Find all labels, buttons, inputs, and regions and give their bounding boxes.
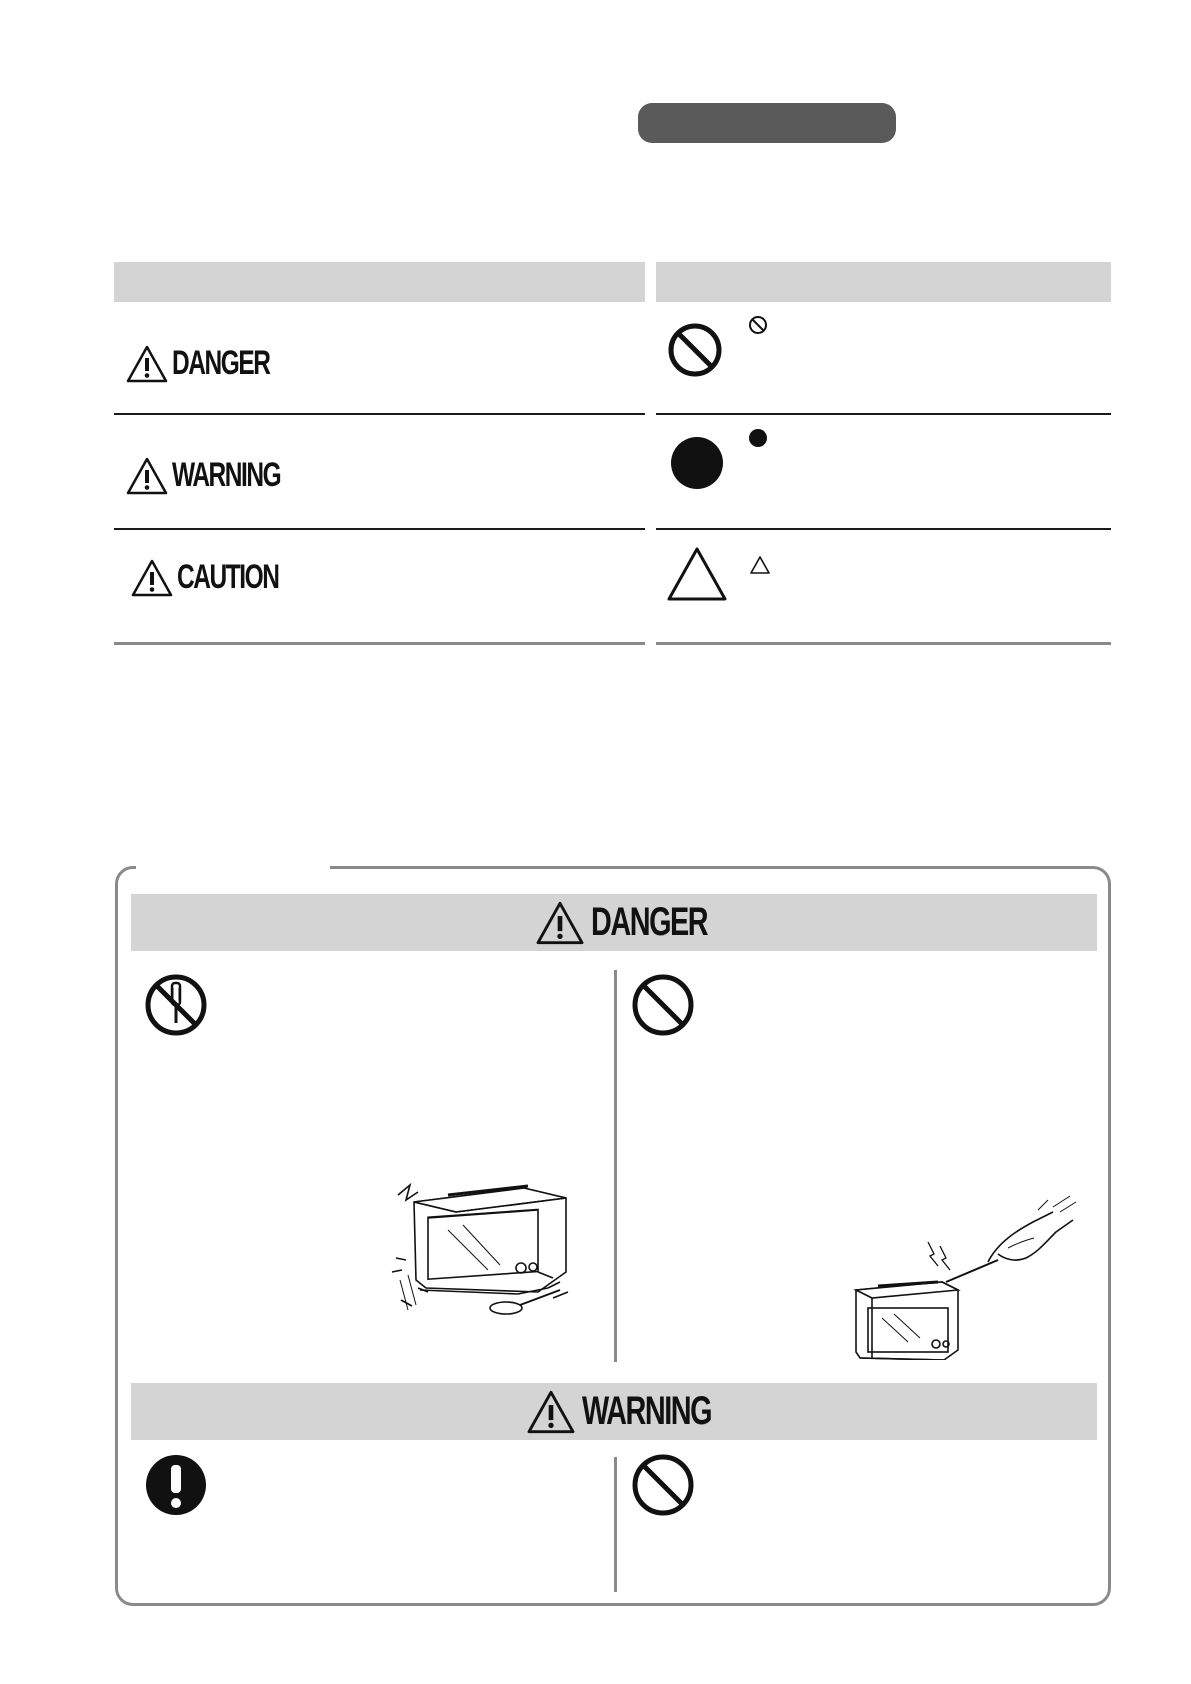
mandatory-action-icon (144, 1453, 208, 1517)
warning-band-text: WARNING (582, 1389, 712, 1433)
legend-header-left (114, 262, 645, 302)
column-divider (614, 970, 617, 1362)
box-title-gap (136, 860, 330, 872)
danger-band (131, 894, 1097, 951)
legend-bottom-rule (114, 642, 645, 645)
legend-divider (114, 528, 645, 530)
column-divider (614, 1457, 617, 1592)
warning-triangle-icon (126, 457, 168, 495)
legend-danger-label (126, 344, 307, 383)
legend-divider (656, 528, 1111, 530)
prohibition-icon (631, 973, 695, 1037)
mandatory-small-icon (748, 428, 768, 448)
prohibition-small-icon (748, 315, 768, 335)
legend-caution-label (131, 558, 318, 597)
caution-small-icon (749, 555, 771, 575)
legend-warning-text: WARNING (172, 456, 281, 494)
warning-triangle-icon (131, 559, 173, 597)
legend-divider (656, 413, 1111, 415)
warning-band (131, 1383, 1097, 1440)
mandatory-action-icon (670, 436, 724, 490)
oven-pin-insertion-illustration (848, 1182, 1080, 1360)
legend-bottom-rule (656, 642, 1111, 645)
legend-caution-text: CAUTION (177, 558, 279, 596)
section-title-pill (638, 103, 896, 143)
legend-divider (114, 413, 645, 415)
warning-triangle-icon (126, 345, 168, 383)
prohibition-icon (631, 1453, 695, 1517)
prohibition-icon (667, 322, 723, 378)
warning-triangle-icon (526, 1390, 576, 1434)
caution-triangle-icon (666, 546, 728, 602)
no-disassembly-icon (144, 973, 208, 1037)
disassembled-oven-illustration (388, 1160, 603, 1320)
legend-header-right (656, 262, 1111, 302)
legend-danger-text: DANGER (172, 344, 270, 382)
danger-band-text: DANGER (591, 900, 708, 944)
legend-warning-label (126, 456, 322, 495)
warning-triangle-icon (535, 901, 585, 945)
